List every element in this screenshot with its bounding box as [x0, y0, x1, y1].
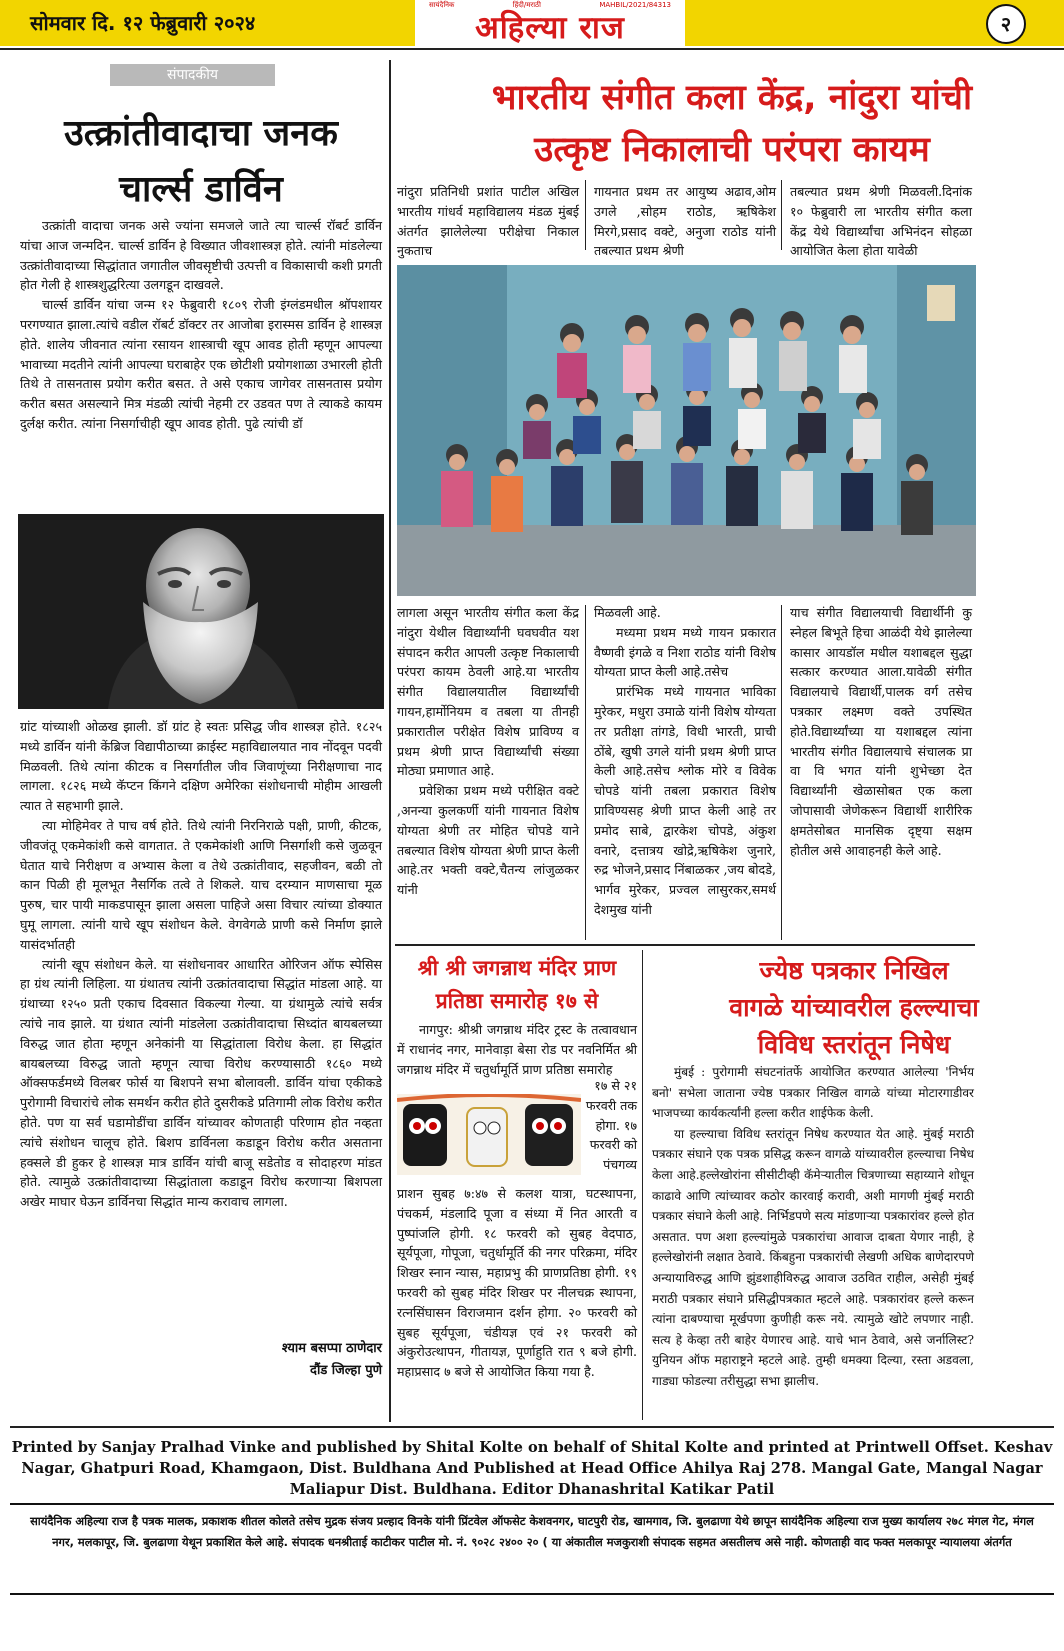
story-paragraph: प्रवेशिका प्रथम मध्ये परीक्षित वक्टे ,अनन्या कुलकर्णी यांनी गायनात विशेष योग्यता श्रेणी तर मोहित चोपडे याने तबल्यात विशेष योग्यता श्रेणी प्राप्त केली आहे.तर भक्ती वक्टे,चैतन्य लांजुळकर यांनी — [397, 783, 579, 898]
temple-story-headline — [397, 952, 637, 1018]
editorial-byline — [20, 1338, 382, 1382]
journalist-headline-line3: विविध स्तरांतून निषेध — [757, 1030, 951, 1059]
journalist-headline-line1: ज्येष्ठ पत्रकार निखिल — [759, 956, 949, 985]
column-rule — [585, 180, 586, 250]
story-paragraph: लागला असून भारतीय संगीत कला केंद्र नांदुरा येथील विद्यार्थ्यांनी घवघवीत यश संपादन करीत आपली उत्कृष्ट निकालाची परंपरा कायम ठेवली आहे.या भारतीय संगीत विद्यालयातील विद्यार्थ्यांची गायन,हार्मोनियम व तबला या तीनही प्रकारातील परीक्षेत विशेष प्राविण्य व प्रथम श्रेणी प्राप्त विद्यार्थ्यांची संख्या मोठ्या प्रमाणात आहे. — [397, 605, 579, 779]
editorial-headline-line2: चार्ल्स डार्विन — [119, 169, 283, 210]
jagannath-idols-photo — [397, 1094, 581, 1175]
masthead — [0, 0, 1064, 50]
editorial-tag: संपादकीय — [110, 64, 275, 86]
page-number: २ — [986, 4, 1026, 44]
column-rule — [642, 950, 643, 1420]
logo-name: अहिल्या राज — [475, 10, 625, 46]
story-paragraph: नागपुर: श्रीश्री जगन्नाथ मंदिर ट्रस्ट के तत्वावधान में राधानंद नगर, मानेवाड़ा बेसा रोड पर नवनिर्मित श्री जगन्नाथ मंदिर में चतुर्धामूर्ति प्राण प्रतिष्ठा समारोह — [397, 1022, 637, 1077]
main-story-bottom-col1 — [397, 603, 579, 900]
temple-photo-illustration — [397, 1094, 581, 1175]
editorial-paragraph: उत्क्रांती वादाचा जनक असे ज्यांना समजले जाते त्या चार्ल्स रॉबर्ट डार्विन यांचा आज जन्मदिन. चार्ल्स डार्विन हे विख्यात जीवशास्त्रज्ञ होते. त्यांनी मांडलेल्या उत्क्रांतीवादाच्या सिद्धांतात जगातील जीवसृष्टीची उत्पत्ती व विकासाची कशी प्रगती होत गेली हे शास्त्रशुद्धरित्या उलगडून दाखवले. — [20, 218, 382, 293]
logo-tag-left: सायंदैनिक — [429, 1, 455, 9]
main-story-top-col1 — [397, 182, 579, 261]
issue-date: सोमवार दि. १२ फेब्रुवारी २०२४ — [0, 0, 415, 46]
story-paragraph: गायनात प्रथम तर आयुष्य अढाव,ओम उगले ,सोहम राठोड, ऋषिकेश मिरगे,प्रसाद वक्टे, अनुजा राठोड यांनी तबल्यात प्रथम श्रेणी — [594, 184, 776, 259]
logo-tag-right: MAHBIL/2021/84313 — [599, 1, 671, 9]
story-paragraph: याच संगीत विद्यालयाची विद्यार्थीनी कु स्नेहल बिभूते हिचा आळंदी येथे झालेल्या कासार आयडॉल मधील यशाबद्दल सुद्धा सत्कार करण्यात आला.यावेळी संगीत विद्यालयाचे विद्यार्थी,पालक वर्ग तसेच पत्रकार लक्ष्मण वक्ते उपस्थित होते.विद्यार्थ्यांच्या या यशाबद्दल त्यांना भारतीय संगीत विद्यालयाचे संचालक प्रा वा वि भगत यांनी शुभेच्छा देत विद्यार्थ्यांनी खेळासोबत एक कला जोपासावी जेणेकरून विद्यार्थी शारीरिक क्षमतेसोबत मानसिक दृष्ट्या सक्षम होतील असे आवाहनही केले आहे. — [790, 605, 972, 858]
main-headline-line2: उत्कृष्ट निकालाची परंपरा कायम — [534, 130, 930, 170]
column-rule — [781, 180, 782, 250]
author-name: श्याम बसप्पा ठाणेदार — [281, 1341, 382, 1356]
story-paragraph: तबल्यात प्रथम श्रेणी मिळवली.दिनांक १० फेब्रुवारी ला भारतीय संगीत कला केंद्र येथे विद्यार्थ्यांचा अभिनंदन सोहळा आयोजित केला होता यावेळी — [790, 184, 972, 259]
journalist-headline-line2: वागळे यांच्यावरील हल्ल्याचा — [729, 993, 979, 1022]
newspaper-logo — [425, 0, 675, 48]
temple-story-intro — [397, 1020, 637, 1079]
logo-tag-mid: हिंदी/मराठी — [512, 1, 541, 9]
story-paragraph: मध्यमा प्रथम मध्ये गायन प्रकारात वैष्णवी इंगळे व निशा राठोड यांनी विशेष योग्यता प्राप्त केली आहे.तसेच — [594, 624, 776, 680]
footer-divider — [10, 1426, 1054, 1428]
imprint-english: Printed by Sanjay Pralhad Vinke and published by Shital Kolte on behalf of Shital Kolte and printed at Printwell Offset. Keshav Nagar, Ghatpuri Road, Khamgaon, Dist. Buldhana And Published at Head Office Ahilya Raj 278. Mangal Gate, Mangal Nagar Maliapur Dist. Buldhana. Editor Dhanashrital Katikar Patil — [11, 1439, 1053, 1498]
temple-story-beside-photo — [585, 1076, 637, 1175]
main-story-bottom-col2 — [594, 603, 776, 920]
logo-tagline — [425, 0, 675, 10]
journalist-story-body — [652, 1062, 974, 1392]
editorial-paragraph: त्या मोहिमेवर ते पाच वर्ष होते. तिथे त्यांनी निरनिराळे पक्षी, प्राणी, कीटक, जीवजंतू एकमेकांशी कसे वागतात. ते एकमेकांशी आणि निसर्गाशी कसे जुळवून घेतात याचे निरीक्षण व अभ्यास केला व तेथे उत्क्रांतीवाद, सहजीवन, बळी तो कान पिळी ही मूलभूत नैसर्गिक तत्वे ते शिकले. याच दरम्यान माणसाचा मूळ पुरुष, चार पायी माकडपासून झाला असला पाहिजे असा विचार त्यांच्या डोक्यात घुमू लागला. त्यांनी याचे खूप संशोधन केले. वेगवेगळे प्राणी कसे निर्माण झाले यासंदर्भातही — [20, 817, 382, 952]
editorial-headline-line1: उत्क्रांतीवादाचा जनक — [64, 113, 338, 154]
main-story-headline — [402, 72, 1062, 176]
temple-story-rest — [397, 1184, 637, 1382]
story-paragraph: या हल्ल्याचा विविध स्तरांतून निषेध करण्यात येत आहे. मुंबई मराठी पत्रकार संघाने एक पत्रक प्रसिद्ध करून वागळे यांच्यावरील हल्ल्याचा निषेध केला आहे.हल्लेखोरांना सीसीटीव्ही कॅमेऱ्यातील चित्रणाच्या सहाय्याने शोधून काढावे आणि त्यांच्यावर कठोर कारवाई करावी, अशी मागणी मुंबई मराठी पत्रकार संघाने केली आहे. निर्भिडपणे सत्य मांडणाऱ्या पत्रकारांवर हल्ले होत असतात. पण अशा हल्ल्यांमुळे पत्रकारांचा आवाज दाबता येणार नाही, हे हल्लेखोरांनी लक्षात ठेवावे. किंबहुना पत्रकारांची लेखणी अधिक बाणेदारपणे अन्यायाविरुद्ध आणि झुंडशाहीविरुद्ध आवाज उठवित राहील, असेही मुंबई मराठी पत्रकार संघाने प्रसिद्धीपत्रकात म्हटले आहे. पत्रकारांवर हल्ले करून त्यांना दाबण्याचा मूर्खपणा कुणीही करू नये. त्यामुळे खोटे लपणार नाही. सत्य हे केव्हा तरी बाहेर येणारच आहे. याचे भान ठेवावे, असे जर्नालिस्ट? युनियन ऑफ महाराष्ट्रने म्हटले आहे. तुम्ही धमक्या दिल्या, रस्ता अडवला, गाड्या फोडल्या तरीसुद्धा सभा झालीच. — [652, 1126, 974, 1388]
story-paragraph: नांदुरा प्रतिनिधी प्रशांत पाटील अखिल भारतीय गांधर्व महाविद्यालय मंडळ मुंबई अंतर्गत झालेलेल्या परीक्षेचा निकाल नुकताच — [397, 184, 579, 259]
editorial-text-bottom — [20, 717, 382, 1212]
editorial-paragraph: ग्रांट यांच्याशी ओळख झाली. डॉ ग्रांट हे स्वतः प्रसिद्ध जीव शास्त्रज्ञ होते. १८२५ मध्ये डार्विन यांनी केंब्रिज विद्यापीठाच्या क्राईस्ट महाविद्यालयात नाव नोंदवून पदवी मिळवली. तिथे त्यांना कीटक व निसर्गातील जीव जिवाणूंच्या निरीक्षणाचा नाद लागला. १८२६ मध्ये कॅप्टन किंगने दक्षिण अमेरिका संशोधनाची मोहीम आखली त्यात ते सहभागी झाले. — [20, 719, 382, 814]
author-location: दौंड जिल्हा पुणे — [310, 1363, 382, 1378]
editorial-headline — [18, 106, 384, 218]
story-paragraph: मिळवली आहे. — [594, 605, 661, 620]
temple-headline-line1: श्री श्री जगन्नाथ मंदिर प्राण — [417, 956, 617, 980]
story-paragraph: १७ से २१ फरवरी तक होगा. १७ फरवरी को पंचगव्य — [585, 1078, 637, 1173]
column-rule — [389, 60, 391, 1422]
darwin-portrait — [18, 514, 384, 709]
story-paragraph: मुंबई : पुरोगामी संघटनांतर्फे आयोजित करण्यात आलेल्या 'निर्भय बनो' सभेला जाताना ज्येष्ठ पत्रकार निखिल वागळे यांच्या मोटारगाडीवर भाजपच्या कार्यकर्त्यांनी हल्ला करीत शाईफेक केली. — [652, 1065, 974, 1121]
journalist-story-headline — [650, 952, 1058, 1063]
main-headline-line1: भारतीय संगीत कला केंद्र, नांदुरा यांची — [491, 78, 973, 118]
imprint-marathi — [10, 1503, 1054, 1595]
editorial-paragraph: चार्ल्स डार्विन यांचा जन्म १२ फेब्रुवारी १८०९ रोजी इंग्लंडमधील श्रॉपशायर परगण्यात झाला.त्यांचे वडील रॉबर्ट डॉक्टर तर आजोबा इरास्मस डार्विन हे शास्त्रज्ञ होते. शालेय जीवनात त्यांना रसायन शास्त्राची खूप आवड होती म्हणून आपल्या भावाच्या मदतीने त्यांनी आपल्या घराबाहेर एक छोटीशी प्रयोगशाळा उभारली होती तिथे ते तासनतास प्रयोग करीत बसत. ते असे एकाच जागेवर तासनतास प्रयोग करीत बसत असल्याने मित्र मंडळी त्यांची नेहमी टर उडवत पण ते त्याकडे कायम दुर्लक्ष करीत. त्यांना निसर्गाचीही खूप आवड होती. पुढे त्यांची डॉ — [20, 297, 382, 431]
editorial-paragraph: त्यांनी खूप संशोधन केले. या संशोधनावर आधारित ओरिजन ऑफ स्पेसिस हा ग्रंथ त्यांनी लिहिला. या ग्रंथातच त्यांनी उत्क्रांतवादाचा सिद्धांत मांडला आहे. या ग्रंथाच्या १२५० प्रती एकाच दिवसात विकल्या गेल्या. या ग्रंथामुळे त्यांचे सर्वत्र त्यांचे नाव झाले. या ग्रंथात त्यांनी मांडलेला उत्क्रांतीवादाचा सिध्दांत बायबलच्या विरुद्ध जात होता म्हणून अनेकांनी या सिद्धांताला विरोध केला. हा सिद्धांत बायबलच्या विरुद्ध जातो म्हणून त्याचा विरोध करण्यासाठी १८६० मध्ये ऑक्सफर्डमध्ये विलबर फोर्स या बिशपने सभा बोलावली. डार्विन यांचा एकीकडे पुरोगामी विचारांचे लोक समर्थन करीत होते दुसरीकडे प्रतिगामी लोक विरोध करीत होते. पण या सर्व घडामोडींचा डार्विन यांच्यावर कोणताही परिणाम होत नव्हता त्यांचे संशोधन चालूच होते. बिशप डार्विनला कडाडून विरोध करीत असताना हक्सले डी हुकर हे शास्त्रज्ञ मात्र डार्विन यांची बाजू सडेतोड व सोदाहरण मांडत होते. त्यामुळे उत्क्रांतीवादाच्या सिद्धांताला कडाडून विरोध करणाऱ्या बिशपला अखेर माघार घेऊन डार्विनचा सिद्धांत मान्य करावाच लागला. — [20, 956, 382, 1210]
imprint-marathi-text: सायंदैनिक अहिल्या राज है पत्रक मालक, प्रकाशक शीतल कोलते तसेच मुद्रक संजय प्रल्हाद विनके यांनी प्रिंटवेल ऑफसेट केशवनगर, घाटपुरी रोड, खामगाव, जि. बुलढाणा येथे छापून सायंदैनिक अहिल्या राज मुख्य कार्यालय २७८ मंगल गेट, मंगल नगर, मलकापूर, जि. बुलढाणा येथून प्रकाशित केले आहे. संपादक धनश्रीताई काटीकर पाटील मो. नं. ९०२८ २४०० २० ( या अंकातील मजकुराशी संपादक सहमत असतीलच असे नाही. कोणताही वाद फक्त मलकापूर न्यायालया अंतर्गत — [30, 1514, 1034, 1549]
section-divider — [395, 944, 975, 946]
editorial-text-top — [20, 216, 382, 434]
main-story-top-col3 — [790, 182, 972, 261]
students-group-photo — [397, 265, 976, 596]
masthead-band — [685, 0, 1064, 46]
story-paragraph: प्रारंभिक मध्ये गायनात भाविका मुरेकर, मधुरा उमाळे यांनी विशेष योग्यता तर प्रतीक्षा तांगडे, विधी भारती, प्राची ठोंबे, खुषी उगले यांनी प्रथम श्रेणी प्राप्त केली आहे.तसेच श्लोक मोरे व विवेक चोपडे यांनी तबला प्रकारात विशेष प्राविण्यसह श्रेणी प्राप्त केली आहे तर प्रमोद साबे, द्वारकेश चोपडे, अंकुश वनारे, दत्तात्रय खोद्रे,ऋषिकेश जुनारे, रुद्र भोजने,प्रसाद निंबाळकर ,जय बोदडे, भार्गव मुरेकर, प्रज्वल लासुरकर,समर्थ देशमुख यांनी — [594, 684, 776, 917]
story-paragraph: प्राशन सुबह ७:४७ से कलश यात्रा, घटस्थापना, पंचकर्म, मंडलादि पूजा व संध्या में नित आरती व पुष्पांजलि होगी. १८ फरवरी को सुबह वेदपाठ, सूर्यपूजा, गोपूजा, चतुर्धामूर्ति की नगर परिक्रमा, मंदिर शिखर स्नान न्यास, महाप्रभु की प्राणप्रतिष्ठा होगी. १९ फरवरी को सुबह मंदिर शिखर पर नीलचक्र स्थापना, रत्नसिंघासन विराजमान दर्शन होगा. २० फरवरी को सुबह सूर्यपूजा, चंडीयज्ञ एवं २१ फरवरी को अंकुरोउत्थापन, गीतायज्ञ, पूर्णाहुति रात ९ बजे होगी. महाप्रसाद ७ बजे से आयोजित किया गया है. — [397, 1186, 637, 1380]
temple-headline-line2: प्रतिष्ठा समारोह १७ से — [435, 989, 599, 1013]
column-rule — [781, 605, 782, 940]
group-photo-illustration — [397, 265, 976, 596]
main-story-bottom-col3 — [790, 603, 972, 860]
column-rule — [585, 605, 586, 940]
main-story-top-col2 — [594, 182, 776, 261]
portrait-illustration — [18, 514, 384, 709]
